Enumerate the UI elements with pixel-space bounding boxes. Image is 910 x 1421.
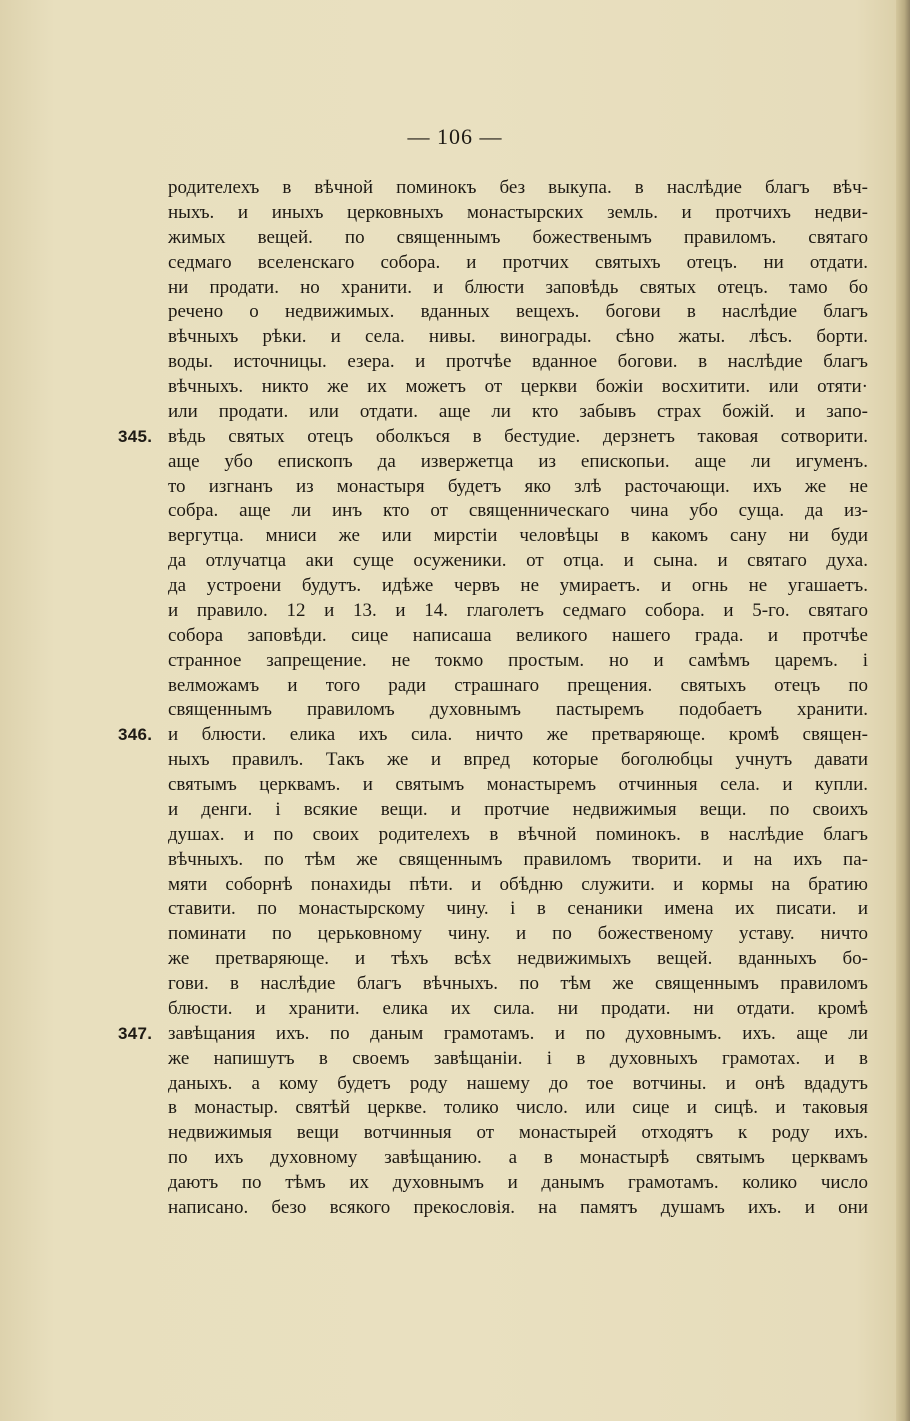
text-line: и правило. 12 и 13. и 14. глаголетъ седмаго собора. и 5-го. святаго: [168, 599, 868, 621]
text-line: ни продати. но хранити. и блюсти заповѣдь святых отецъ. тамо бо: [168, 276, 868, 298]
text-line: даныхъ. а кому будетъ роду нашему до тое вотчины. и онѣ вдадутъ: [168, 1072, 868, 1094]
text-line: да отлучатца аки суще осуженики. от отца. и сына. и святаго духа.: [168, 550, 868, 572]
text-line: или продати. или отдати. аще ли кто забывъ страх божій. и запо-: [168, 400, 868, 422]
text-line: странное запрещение. не токмо простым. но и самѣмъ царемъ. і: [168, 649, 868, 671]
text-line: седмаго вселенскаго собора. и протчих святыхъ отецъ. ни отдати.: [168, 251, 868, 273]
text-line: вѣчныхъ рѣки. и села. нивы. винограды. сѣно жаты. лѣсъ. борти.: [168, 326, 868, 348]
text-line: поминати по церьковному чину. и по божественому уставу. ничто: [168, 923, 868, 945]
text-line: вѣдь святых отецъ оболкъся в бестудие. дерзнетъ таковая сотворити. 345.: [168, 425, 868, 450]
text-line: по ихъ духовному завѣщанию. а в монастырѣ святымъ церквамъ: [168, 1147, 868, 1169]
text-line: душах. и по своих родителехъ в вѣчной поминокъ. в наслѣдие благъ: [168, 823, 868, 845]
text-line: в монастыр. святѣй церкве. толико число. или сице и сицѣ. и таковыя: [168, 1097, 868, 1119]
text-line: святымъ церквамъ. и святымъ монастыремъ отчинныя села. и купли.: [168, 774, 868, 795]
text-line: гови. в наслѣдие благъ вѣчныхъ. по тѣм же священнымъ правиломъ: [168, 973, 868, 994]
text-line: воды. источницы. езера. и протчѣе вданное богови. в наслѣдие благъ: [168, 351, 868, 373]
text-line: жимых вещей. по священнымъ божественымъ правиломъ. святаго: [168, 226, 868, 248]
text-line: ставити. по монастырскому чину. і в сенаники имена их писати. и: [168, 898, 868, 920]
text-line: да устроени будутъ. идѣже червъ не умираетъ. и огнь не угашаетъ.: [168, 575, 868, 596]
text-line: вѣчныхъ. никто же их можетъ от церкви божіи восхитити. или отяти·: [168, 376, 868, 397]
text-line: то изгнанъ из монастыря будетъ яко злѣ расточающи. ихъ же не: [168, 475, 868, 497]
text-line: же напишутъ в своемъ завѣщаніи. і в духовныхъ грамотах. и в: [168, 1047, 868, 1069]
text-line: велможамъ и того ради страшнаго прещения. святыхъ отецъ по: [168, 674, 868, 696]
text-line: собра. аще ли инъ кто от священническаго чина убо суща. да из-: [168, 500, 868, 522]
text-line: даютъ по тѣмъ их духовнымъ и данымъ грамотамъ. колико число: [168, 1172, 868, 1193]
text-line: завѣщания ихъ. по даным грамотамъ. и по духовнымъ. ихъ. аще ли 347.: [168, 1022, 868, 1047]
text-line: священнымъ правиломъ духовнымъ пастыремъ подобаетъ хранити.: [168, 699, 868, 721]
body-text: [118, 176, 868, 1221]
text-line: ныхъ. и иныхъ церковныхъ монастырских земль. и протчихъ недви-: [168, 201, 868, 223]
text-line: и денги. і всякие вещи. и протчие недвижимыя вещи. по своихъ: [168, 798, 868, 820]
text-line: мяти соборнѣ понахиды пѣти. и обѣдню служити. и кормы на братию: [168, 873, 868, 895]
text-line: же претваряюще. и тѣхъ всѣх недвижимыхъ вещей. вданныхъ бо-: [168, 948, 868, 970]
text-line: аще убо епископъ да извержетца из епископьи. аще ли игуменъ.: [168, 450, 868, 472]
text-line: и блюсти. елика ихъ сила. ничто же претваряюще. кромѣ священ- 346.: [168, 723, 868, 748]
text-line: ныхъ правилъ. Такъ же и впред которые боголюбцы учнутъ давати: [168, 749, 868, 771]
text-line: собора заповѣди. сице написаша великого нашего града. и протчѣе: [168, 624, 868, 646]
text-line: недвижимыя вещи вотчинныя от монастырей отходятъ к роду ихъ.: [168, 1122, 868, 1144]
text-line: речено о недвижимых. вданных вещехъ. богови в наслѣдие благъ: [168, 301, 868, 323]
section-number: 345.: [118, 426, 153, 446]
page-number: — 106 —: [407, 124, 503, 149]
page-edge: [896, 0, 910, 1421]
text-line: родителехъ в вѣчной поминокъ без выкупа. в наслѣдие благъ вѣч-: [168, 177, 868, 198]
section-number: 347.: [118, 1023, 153, 1043]
text-line: вергутца. мниси же или мирстіи человѣцы в какомъ сану ни буди: [168, 525, 868, 547]
text-line: блюсти. и хранити. елика их сила. ни продати. ни отдати. кромѣ: [168, 997, 868, 1019]
text-line: вѣчныхъ. по тѣм же священнымъ правиломъ творити. и на ихъ па-: [168, 848, 868, 870]
text-line: написано. безо всякого прекословія. на памятъ душамъ ихъ. и они: [168, 1196, 868, 1218]
section-number: 346.: [118, 725, 153, 745]
